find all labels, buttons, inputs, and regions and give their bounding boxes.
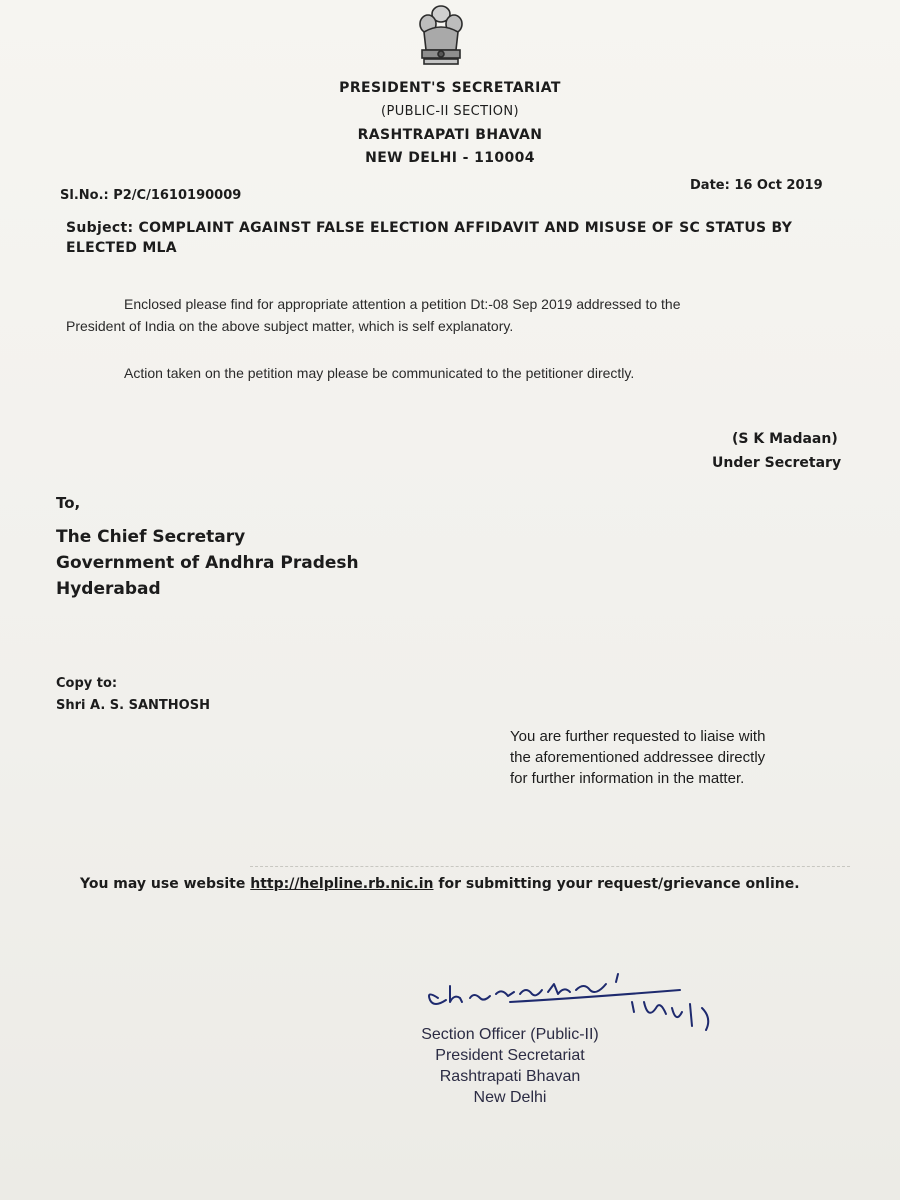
recipient-line2: Government of Andhra Pradesh [56,553,359,573]
serial-number: Sl.No.: P2/C/1610190009 [60,188,242,203]
footer-prefix: You may use website [80,876,246,892]
copy-label: Copy to: [56,676,118,691]
liaise-line1: You are further requested to liaise with [510,728,766,745]
section-name: (PUBLIC-II SECTION) [381,104,519,119]
to-label: To, [56,494,81,512]
stamp-line2: President Secretariat [435,1047,585,1064]
helpline-link[interactable]: http://helpline.rb.nic.in [250,876,434,892]
signatory-name: (S K Madaan) [732,431,838,447]
subject-line: Subject: COMPLAINT AGAINST FALSE ELECTION AFFIDAVIT AND MISUSE OF SC STATUS BY ELECTED MLA [66,220,793,256]
copy-name: Shri A. S. SANTHOSH [56,698,210,713]
footer-suffix: for submitting your request/grievance online. [438,876,800,892]
stamp-line3: Rashtrapati Bhavan [439,1068,581,1085]
stamp-line4: New Delhi [473,1089,547,1106]
liaise-line2: the aforementioned addressee directly [510,749,766,766]
liaise-paragraph [510,726,850,789]
body-para1-line1: Enclosed please find for appropriate attention a petition Dt:-08 Sep 2019 addressed to the [124,296,681,312]
building-name: RASHTRAPATI BHAVAN [357,127,543,143]
signatory-designation: Under Secretary [712,455,842,471]
city-name: NEW DELHI - 110004 [365,150,535,166]
body-para1-line2: President of India on the above subject matter, which is self explanatory. [66,318,514,334]
body-para2: Action taken on the petition may please be communicated to the petitioner directly. [124,365,635,381]
national-emblem-icon [410,2,472,74]
liaise-line3: for further information in the matter. [510,770,745,787]
letter-date: Date: 16 Oct 2019 [690,178,823,193]
divider [250,866,850,867]
org-name: PRESIDENT'S SECRETARIAT [339,80,561,96]
recipient-line3: Hyderabad [56,579,161,599]
recipient-line1: The Chief Secretary [56,527,246,547]
stamp-line1: Section Officer (Public-II) [421,1026,599,1043]
footer-note [80,876,860,892]
